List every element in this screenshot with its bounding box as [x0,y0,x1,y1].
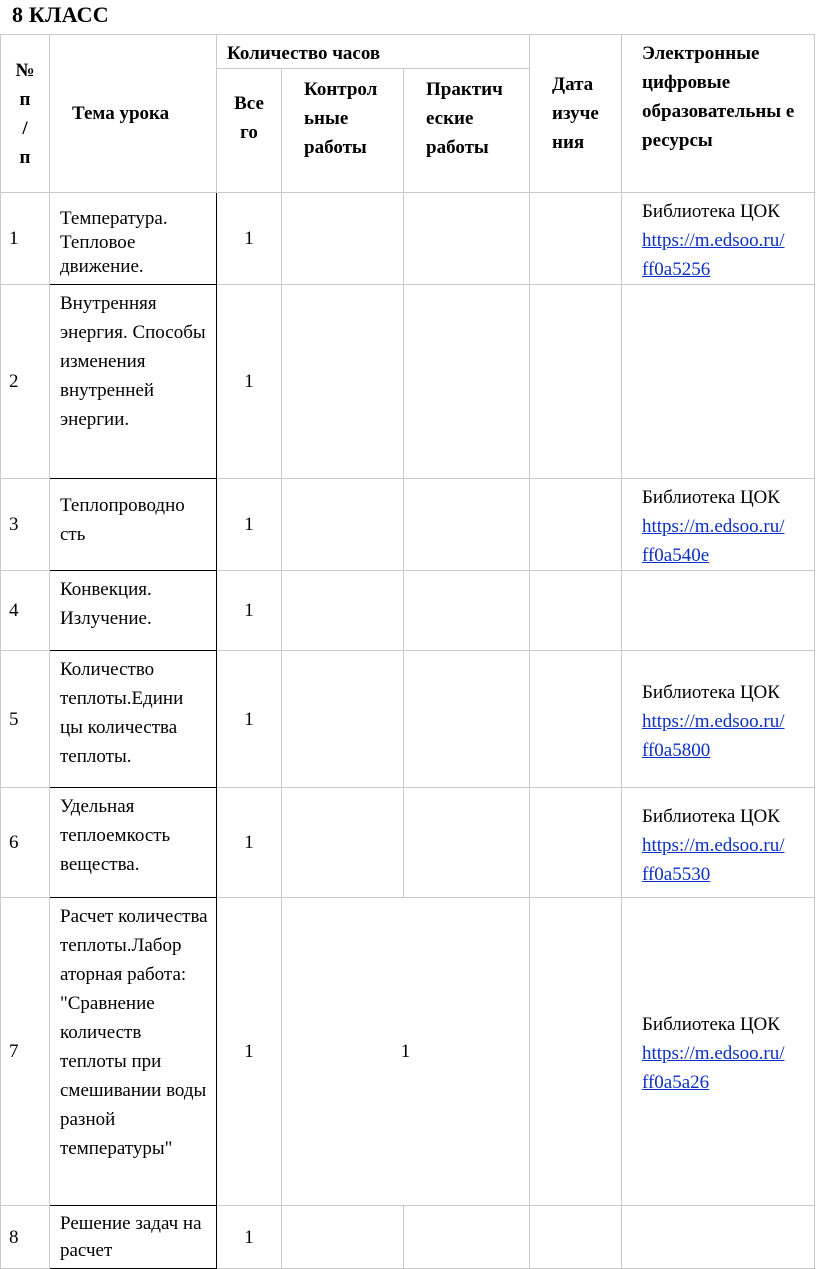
resource-link[interactable]: https://m.edsoo.ru/ ff0a5800 [642,710,785,761]
row-practical [404,193,530,285]
resource-link[interactable]: https://m.edsoo.ru/ ff0a5256 [642,230,785,280]
row-total: 1 [217,1206,282,1269]
row-resources [622,479,815,571]
row-num: 4 [1,571,50,651]
table-row [1,479,815,571]
table-row [1,1206,815,1269]
row-topic: Внутренняя энергия. Способы изменения внутренней энергии. [50,285,217,479]
row-date [530,285,622,479]
row-control [282,788,404,898]
row-total: 1 [217,898,282,1206]
row-resources [622,651,815,788]
row-resources [622,1206,815,1269]
row-total: 1 [217,479,282,571]
row-date [530,651,622,788]
row-practical [404,571,530,651]
row-num: 2 [1,285,50,479]
row-topic: Теплопроводно сть [50,479,217,571]
row-num: 3 [1,479,50,571]
row-practical [404,479,530,571]
header-resources: Электронные цифровые образовательны е ресурсы [622,35,815,193]
page-title: 8 КЛАСС [12,2,109,27]
row-num: 8 [1,1206,50,1269]
table-row [1,788,815,898]
header-row [1,35,815,69]
row-date [530,898,622,1206]
row-practical [404,651,530,788]
table-row [1,285,815,479]
row-num: 5 [1,651,50,788]
row-control [282,571,404,651]
resource-label: Библиотека ЦОК [642,201,780,222]
row-practical [404,1206,530,1269]
row-date [530,479,622,571]
header-total: Все го [217,69,282,193]
header-control: Контрол ьные работы [282,69,404,193]
row-topic: Температура. Тепловое движение. [50,193,217,285]
resource-label: Библиотека ЦОК [642,806,780,827]
resource-link[interactable]: https://m.edsoo.ru/ ff0a5a26 [642,1043,785,1093]
table-row [1,193,815,285]
row-control [282,285,404,479]
row-practical: 1 [282,898,530,1206]
row-date [530,1206,622,1269]
row-resources [622,788,815,898]
row-topic: Количество теплоты.Едини цы количества теплоты. [50,651,217,788]
row-date [530,193,622,285]
resource-label: Библиотека ЦОК [642,1014,780,1035]
header-practical: Практич еские работы [404,69,530,193]
header-num: № п / п [1,35,50,193]
row-resources [622,898,815,1206]
row-practical [404,285,530,479]
resource-label: Библиотека ЦОК [642,487,780,508]
row-total: 1 [217,193,282,285]
lesson-plan-table [0,34,815,1269]
row-topic: Решение задач на расчет [50,1206,217,1269]
row-total: 1 [217,651,282,788]
row-control [282,193,404,285]
row-num: 6 [1,788,50,898]
header-topic: Тема урока [50,35,217,193]
table-row [1,571,815,651]
row-control [282,651,404,788]
row-control [282,479,404,571]
row-topic: Конвекция. Излучение. [50,571,217,651]
row-resources [622,193,815,285]
resource-link[interactable]: https://m.edsoo.ru/ ff0a540e [642,516,785,566]
row-num: 1 [1,193,50,285]
row-control [282,1206,404,1269]
header-hours: Количество часов [217,35,530,69]
table-row [1,651,815,788]
row-total: 1 [217,285,282,479]
row-topic: Удельная теплоемкость вещества. [50,788,217,898]
row-date [530,571,622,651]
resource-link[interactable]: https://m.edsoo.ru/ ff0a5530 [642,835,785,885]
table-row [1,898,815,1206]
row-resources [622,571,815,651]
row-total: 1 [217,788,282,898]
resource-label: Библиотека ЦОК [642,681,780,703]
row-num: 7 [1,898,50,1206]
row-total: 1 [217,571,282,651]
header-date: Дата изуче ния [530,35,622,193]
row-practical [404,788,530,898]
row-resources [622,285,815,479]
row-topic: Расчет количества теплоты.Лабор аторная работа: "Сравнение количеств теплоты при смешивании воды разной температуры" [50,898,217,1206]
row-date [530,788,622,898]
